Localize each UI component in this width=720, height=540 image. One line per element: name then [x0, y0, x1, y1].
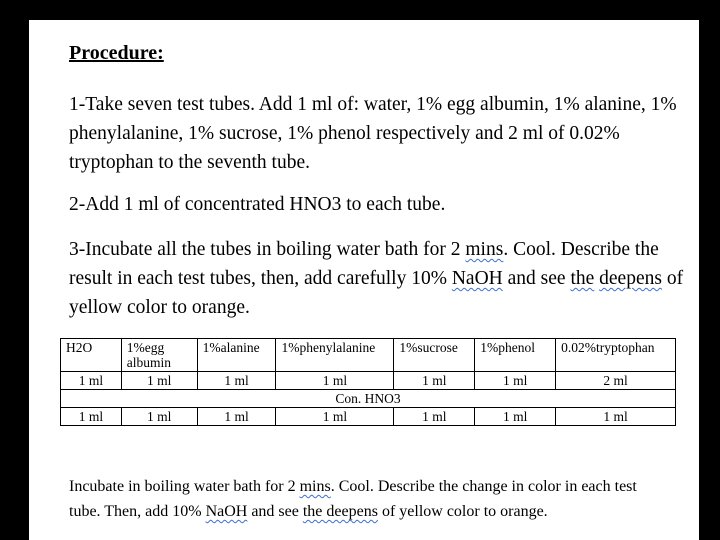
table-merged-row [61, 390, 676, 408]
step-2-text: 2-Add 1 ml of concentrated HNO3 to each tube. [69, 194, 446, 215]
footer-the-deepens-words: the deepens [302, 503, 378, 520]
step-3-part3: and see [502, 268, 571, 289]
table-cell: 1 ml [276, 408, 394, 426]
table-header-row [61, 339, 676, 372]
procedure-heading: Procedure: [69, 42, 164, 64]
step-3-naoh-word: NaOH [451, 268, 503, 289]
header-cell: H2O [61, 339, 122, 372]
table-cell: 1 ml [475, 372, 556, 390]
step-3-the-word: the [570, 268, 595, 289]
table-cell: 1 ml [394, 372, 475, 390]
header-cell: 1%phenol [475, 339, 556, 372]
footer-mins-word: mins [299, 478, 331, 495]
step-3-text [69, 235, 689, 322]
footer-part2: . Cool. Describe the change in color in each test tube. Then, add 10% [69, 478, 637, 520]
step-1-text: 1-Take seven test tubes. Add 1 ml of: water, 1% egg albumin, 1% alanine, 1% phenylalanine, 1% sucrose, 1% phenol respectively and 2 ml of 0.02% tryptophan to the seventh tube. [69, 94, 677, 173]
table-cell: 1 ml [121, 408, 197, 426]
step-3-part2: . Cool. Describe the result in each test tubes, then, add carefully 10% [69, 239, 659, 289]
step-3-mins-word: mins [465, 239, 504, 260]
header-cell: 1%alanine [197, 339, 276, 372]
footer-part1: Incubate in boiling water bath for 2 [69, 478, 300, 495]
table-cell: 1 ml [556, 408, 676, 426]
footer-naoh-word: NaOH [205, 503, 248, 520]
table-cell: 1 ml [197, 372, 276, 390]
footer-part3: and see [247, 503, 303, 520]
footer-text [69, 474, 669, 524]
header-cell: 0.02%tryptophan [556, 339, 676, 372]
table-cell: 1 ml [394, 408, 475, 426]
header-cell: 1%phenylalanine [276, 339, 394, 372]
step-3-part4: of yellow color to orange. [69, 268, 684, 318]
table-cell: 1 ml [61, 408, 122, 426]
step-3-part1: 3-Incubate all the tubes in boiling water bath for 2 [69, 239, 466, 260]
header-cell: 1%sucrose [394, 339, 475, 372]
table-row [61, 408, 676, 426]
header-cell: 1%egg albumin [121, 339, 197, 372]
merged-cell: Con. HNO3 [61, 390, 676, 408]
table-row [61, 372, 676, 390]
table-cell: 1 ml [475, 408, 556, 426]
reagent-table [60, 338, 676, 426]
table-cell: 2 ml [556, 372, 676, 390]
table-cell: 1 ml [121, 372, 197, 390]
table-cell: 1 ml [276, 372, 394, 390]
table-cell: 1 ml [61, 372, 122, 390]
footer-part4: of yellow color to orange. [377, 503, 548, 520]
step-3-deepens-word: deepens [599, 268, 662, 289]
document-page [29, 20, 699, 540]
table-cell: 1 ml [197, 408, 276, 426]
